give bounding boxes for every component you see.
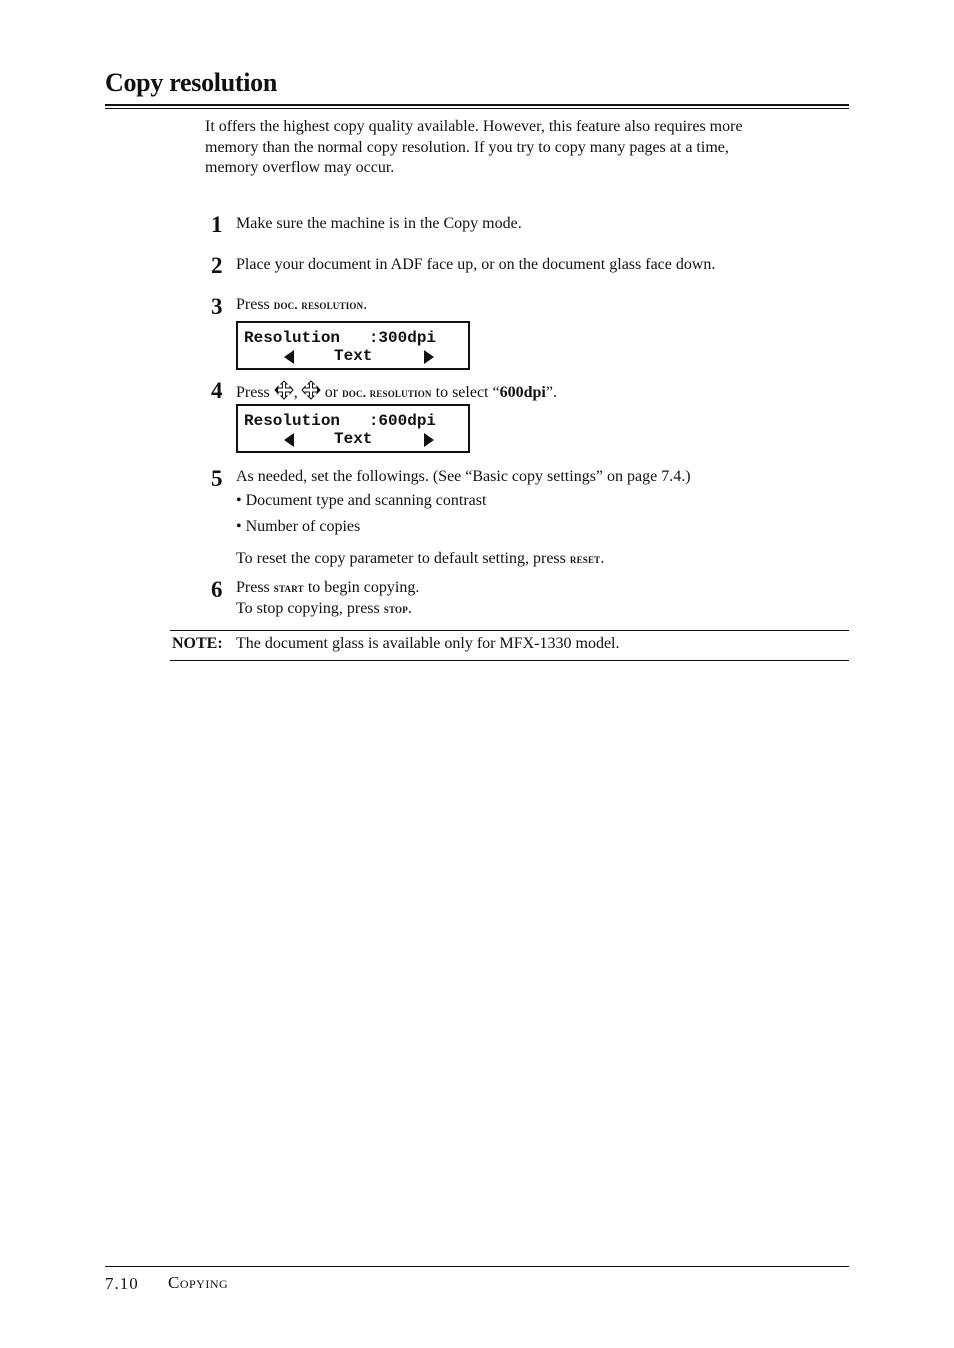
step-text [236,600,412,618]
left-arrow-icon [284,350,294,364]
text: , [293,384,298,401]
title-rule-thin [105,108,849,109]
left-navigation-key-icon [274,380,294,400]
step-number: 5 [211,466,223,491]
lcd-line-1: Resolution :300dpi [244,329,437,347]
text: to select “ [431,384,500,401]
section-name: Copying [168,1273,229,1292]
intro-line: memory than the normal copy resolution. If you try to copy many pages at a time, [205,138,729,156]
text: Press [236,384,274,401]
footer-rule [105,1266,849,1267]
step-text [236,380,557,402]
intro-paragraph [205,117,845,179]
bullet-item: • Document type and scanning contrast [236,492,487,509]
intro-line: It offers the highest copy quality available. However, this feature also requires more [205,118,743,135]
step-number: 3 [211,294,223,319]
intro-line: memory overflow may occur. [205,159,395,176]
note-rule-bottom [170,660,849,661]
note-label: NOTE: [172,635,223,652]
text: . [407,600,412,617]
text: or [320,384,343,401]
key-start: start [273,580,304,595]
note-text: The document glass is available only for MFX-1330 model. [236,635,620,652]
text: Press [236,296,274,313]
right-arrow-icon [424,350,434,364]
key-reset: reset [569,551,601,566]
text: To reset the copy parameter to default setting, press [236,550,570,567]
text: ”. [545,384,557,401]
key-stop: stop [383,601,408,616]
lcd-display [236,404,470,453]
lcd-line-2 [244,347,464,365]
text: . [363,296,368,313]
note-rule-top [170,630,849,631]
page-title: Copy resolution [105,68,277,97]
lcd-line-2 [244,430,464,448]
key-doc-resolution: doc. resolution [273,297,364,312]
step-text: Place your document in ADF face up, or on the document glass face down. [236,256,716,273]
step-number: 4 [211,378,223,403]
step-number: 1 [211,212,223,237]
lcd-line-1: Resolution :600dpi [244,412,437,430]
value-600dpi: 600dpi [499,384,546,401]
left-arrow-icon [284,433,294,447]
lcd-display [236,321,470,370]
step-number: 2 [211,253,223,278]
lcd-mode: Text [334,430,373,448]
page-number: 7.10 [105,1274,139,1293]
text: . [600,550,605,567]
right-arrow-icon [424,433,434,447]
title-rule-thick [105,104,849,106]
step-text: Make sure the machine is in the Copy mode. [236,215,522,232]
reset-instruction [236,550,604,568]
text: to begin copying. [303,579,420,596]
step-text [236,579,419,597]
lcd-mode: Text [334,347,373,365]
step-text: As needed, set the followings. (See “Basic copy settings” on page 7.4.) [236,468,691,485]
key-doc-resolution: doc. resolution [342,385,432,400]
bullet-item: • Number of copies [236,518,361,535]
step-text [236,296,367,314]
text: Press [236,579,274,596]
step-number: 6 [211,577,223,602]
right-navigation-key-icon [301,380,321,400]
text: To stop copying, press [236,600,384,617]
